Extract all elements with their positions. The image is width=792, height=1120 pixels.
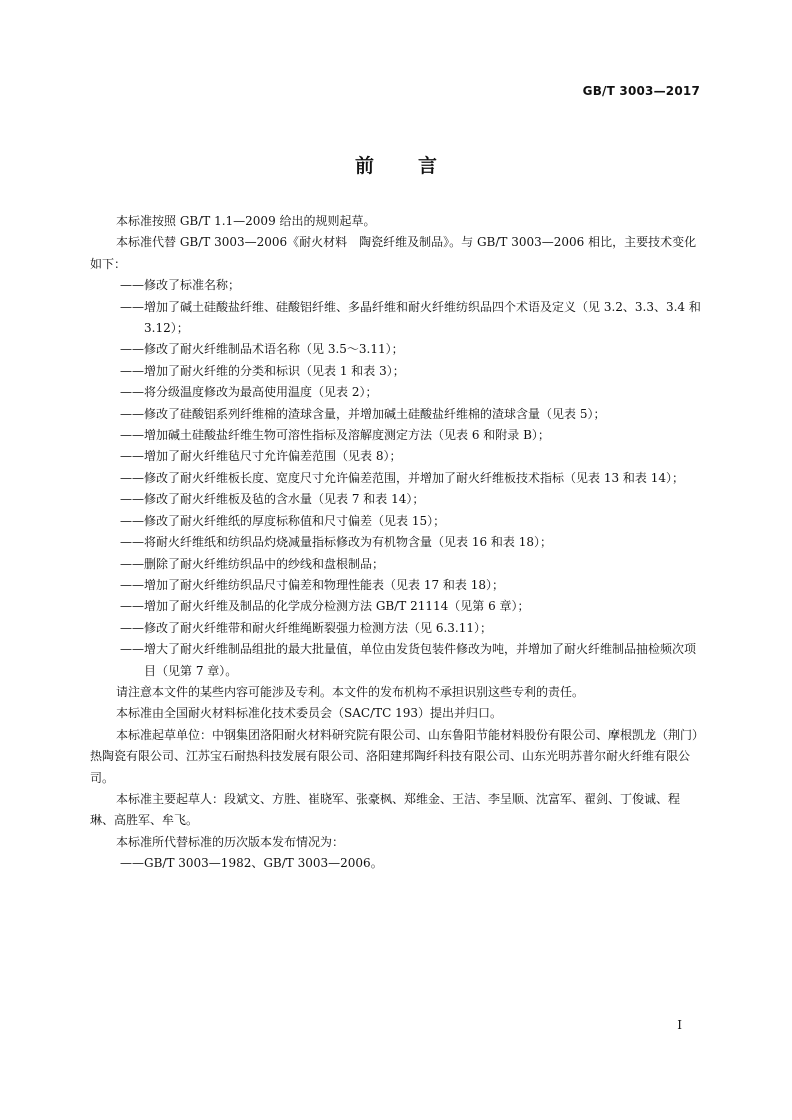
change-item: ——修改了硅酸铝系列纤维棉的渣球含量，并增加碱土硅酸盐纤维棉的渣球含量（见表 5）； <box>120 406 606 421</box>
standard-number: GB/T 3003—2017 <box>582 84 700 98</box>
change-item: ——增加了耐火纤维毡尺寸允许偏差范围（见表 8）； <box>120 449 402 464</box>
change-item: ——修改了耐火纤维板长度、宽度尺寸允许偏差范围，并增加了耐火纤维板技术指标（见表 13 和表 14）； <box>120 470 684 485</box>
change-item: ——增加了碱土硅酸盐纤维、硅酸铝纤维、多晶纤维和耐火纤维纺织品四个术语及定义（见 3.2、3.3、3.4 和 3.12）； <box>120 299 701 336</box>
change-item: ——增大了耐火纤维制品组批的最大批量值，单位由发货包装件修改为吨，并增加了耐火纤维制品抽检频次项目（见第 7 章）。 <box>120 642 697 678</box>
section-title <box>0 151 792 178</box>
change-item: ——修改了耐火纤维制品术语名称（见 3.5～3.11）； <box>120 342 404 357</box>
page-number: Ⅰ <box>677 1018 682 1032</box>
paragraph: 本标准起草单位：中钢集团洛阳耐火材料研究院有限公司、山东鲁阳节能材料股份有限公司、摩根凯龙（荆门）热陶瓷有限公司、江苏宝石耐热科技发展有限公司、洛阳建邦陶纤科技有限公司、山东光明苏普尔耐火纤维有限公司。 <box>90 727 699 785</box>
paragraph: 请注意本文件的某些内容可能涉及专利。本文件的发布机构不承担识别这些专利的责任。 <box>116 684 585 699</box>
paragraph: 本标准主要起草人：段斌文、方胜、崔晓军、张豪枫、郑维金、王洁、李呈顺、沈富军、翟剑、丁俊诚、程琳、高胜军、牟飞。 <box>90 791 681 828</box>
change-item: ——修改了耐火纤维带和耐火纤维绳断裂强力检测方法（见 6.3.11）； <box>120 620 492 635</box>
foreword-body <box>90 211 702 875</box>
change-item: ——修改了耐火纤维纸的厚度标称值和尺寸偏差（见表 15）； <box>120 513 446 528</box>
change-item: ——增加了耐火纤维的分类和标识（见表 1 和表 3）； <box>120 363 405 378</box>
paragraph: 本标准由全国耐火材料标准化技术委员会（SAC/TC 193）提出并归口。 <box>116 706 503 721</box>
title-char-2: 言 <box>418 155 438 177</box>
title-char-1: 前 <box>354 155 374 177</box>
change-item: ——删除了耐火纤维纺织品中的纱线和盘根制品； <box>120 556 385 571</box>
change-item: ——增加碱土硅酸盐纤维生物可溶性指标及溶解度测定方法（见表 6 和附录 B）； <box>120 428 550 443</box>
paragraph: 本标准代替 GB/T 3003—2006《耐火材料 陶瓷纤维及制品》。与 GB/T 3003—2006 相比，主要技术变化如下： <box>90 235 697 271</box>
change-item: ——修改了标准名称； <box>120 278 241 293</box>
history-item: ——GB/T 3003—1982、GB/T 3003—2006。 <box>120 856 383 871</box>
change-item: ——将分级温度修改为最高使用温度（见表 2）； <box>120 385 378 400</box>
change-item: ——修改了耐火纤维板及毡的含水量（见表 7 和表 14）； <box>120 492 425 507</box>
change-item: ——将耐火纤维纸和纺织品灼烧减量指标修改为有机物含量（见表 16 和表 18）； <box>120 535 552 550</box>
change-item: ——增加了耐火纤维纺织品尺寸偏差和物理性能表（见表 17 和表 18）； <box>120 577 504 592</box>
change-item: ——增加了耐火纤维及制品的化学成分检测方法 GB/T 21114（见第 6 章）； <box>120 599 530 614</box>
paragraph: 本标准按照 GB/T 1.1—2009 给出的规则起草。 <box>116 214 376 228</box>
paragraph: 本标准所代替标准的历次版本发布情况为： <box>116 834 345 849</box>
